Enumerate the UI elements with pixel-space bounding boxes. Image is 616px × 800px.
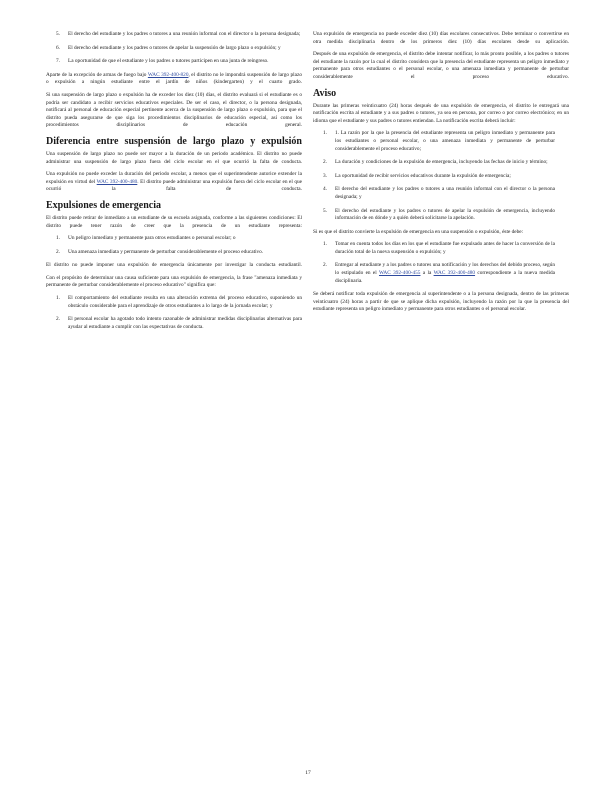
- list-item: 1. El comportamiento del estudiante resulta en una alteración extrema del proceso educativo, suponiendo un obstáculo considerable para el aprendizaje de otros estudiantes a lo largo de la jornada escolar; y: [56, 295, 302, 309]
- list-item: 5. El derecho del estudiante y los padres o tutores a una reunión informal con el director o la persona designada;: [56, 31, 301, 37]
- list-item: 2. Entregar al estudiante y a los padres o tutores una notificación y los derechos del debido proceso, según lo estipulado en el WAC 392-400-455 a la WAC 392-400-480 correspondiente a la nueva medida disciplinaria.: [323, 262, 555, 284]
- list-item: 1. Un peligro inmediato y permanente para otros estudiantes o personal escolar; o: [56, 235, 236, 242]
- paragraph-firearm-exception: Aparte de la excepción de armas de fuego bajo WAC 392-400-820, el distrito no le impondrá suspensión de largo plazo o expulsión a ningún estudiante entre el jardín de niños (kindergarten) y el cuarto grado.: [46, 71, 302, 86]
- list-item: 2. Una amenaza inmediata y permanente de perturbar considerablemente el proceso educativo.: [56, 248, 264, 255]
- paragraph-long-term-suspension: Una suspensión de largo plazo no puede ser mayor a la duración de un periodo académico. El distrito no puede administrar una suspensión de largo plazo fuera del ciclo escolar en el que ocurrió la falta de conducta.: [46, 150, 302, 165]
- list-item: 1. 1. La razón por la que la presencia del estudiante representa un peligro inmediato y permanente para los estudiantes o personal escolar, o una amenaza inmediata y permanente de perturbar considerablemente el proceso educativo;: [323, 130, 555, 152]
- section-heading-emergency-expulsions: Expulsiones de emergencia: [46, 199, 161, 211]
- paragraph-superintendent-notification: Se deberá notificar toda expulsión de emergencia al superintendente o a la persona designada, dentro de las primeras veinticuatro (24) horas a partir de que se aplique dicha expulsión, incluyendo la razón por la que la presencia del estudiante representa un peligro inmediato y permanente para otros estudiantes o el personal escolar.: [313, 291, 569, 313]
- list-item: 3. La oportunidad de recibir servicios educativos durante la expulsión de emergencia;: [323, 172, 511, 179]
- wac-link[interactable]: WAC 392-400-480: [96, 178, 138, 185]
- section-heading-notice: Aviso: [313, 87, 337, 99]
- danger-list: [46, 235, 302, 256]
- right-column: [313, 31, 569, 319]
- list-item: 6. El derecho del estudiante y los padres o tutores de apelar la suspensión de largo plazo o expulsión; y: [56, 44, 281, 51]
- paragraph-conversion: Si es que el distrito convierte la expulsión de emergencia en una suspensión o expulsión, éste debe:: [313, 228, 524, 235]
- wac-link[interactable]: WAC 392-400-820: [147, 71, 189, 78]
- paragraph-special-education: Si una suspensión de largo plazo o expulsión ha de exceder los diez (10) días, el distrito evaluará si el estudiante es o podría ser candidato a recibir servicios educativos especiales. De ser el caso, el director, o la persona designada, notificará al personal de educación especial pertinente acerca de la suspensión de largo plazo o expulsión, para que el distrito pueda asegurarse de que siga los procedimientos disciplinarios de educación especial, así como los procedimientos disciplinarios de educación general.: [46, 91, 302, 129]
- section-heading-difference: Diferencia entre suspensión de largo plazo y expulsión: [46, 135, 302, 147]
- paragraph-no-investigation: El distrito no puede imponer una expulsión de emergencia únicamente por investigar la conducta estudiantil.: [46, 262, 302, 269]
- paragraph-expulsion-duration: Una expulsión no puede exceder la duración del periodo escolar, a menos que el superintendente autorice extender la expulsión en virtud del WAC 392-400-480. El distrito puede administrar una expulsión fuera del ciclo escolar en el que ocurrió la falta de conducta.: [46, 171, 302, 193]
- paragraph-parent-notification: Después de una expulsión de emergencia, el distrito debe intentar notificar, lo más pronto posible, a los padres o tutores del estudiante la razón por la cual el distrito considera que la presencia del estudiante representa un peligro inmediato y permanente para otros estudiantes o el personal escolar, o una amenaza inmediata y permanente de perturbar considerablemente el proceso educativo.: [313, 51, 569, 80]
- list-item: 4. El derecho del estudiante y los padres o tutores a una reunión informal con el director o la persona designada; y: [323, 186, 555, 200]
- list-item: 2. La duración y condiciones de la expulsión de emergencia, incluyendo las fechas de inicio y término;: [323, 159, 548, 166]
- disruption-list: [46, 295, 302, 331]
- left-column: [46, 31, 302, 337]
- conversion-list: [313, 241, 569, 285]
- paragraph-written-notice: Durante las primeras veinticuatro (24) horas después de una expulsión de emergencia, el distrito le entregará una notificación escrita al estudiante y a sus padres o tutores, ya sea en persona, por correo o por correo electrónico; en un idioma que el estudiante y sus padres o tutores entiendan. La notificación escrita deberá incluir:: [313, 102, 569, 124]
- rights-list-continued: [46, 31, 302, 66]
- paragraph-emergency-conditions: El distrito puede retirar de inmediato a un estudiante de su escuela asignada, conforme a las siguientes condiciones: El distrito puede tener razón de creer que la presencia de un estudiante representa:: [46, 214, 302, 229]
- wac-link[interactable]: WAC 392-400-480: [433, 270, 476, 277]
- list-item: 1. Tomar en cuenta todos los días en los que el estudiante fue expulsado antes de hacer la conversión de la duración total de la nueva suspensión o expulsión; y: [323, 241, 555, 255]
- page-number: 17: [305, 770, 311, 776]
- wac-link[interactable]: WAC 392-400-455: [378, 270, 421, 277]
- paragraph-emergency-duration: Una expulsión de emergencia no puede exceder diez (10) días escolares consecutivos. Debe terminar o convertirse en otra medida disciplinaria dentro de los primeros diez (10) días escolares desde su aplicación.: [313, 31, 569, 45]
- list-item: 2. El personal escolar ha agotado todo intento razonable de administrar medidas disciplinarias alternativas para ayudar al estudiante a cumplir con las expectativas de conducta.: [56, 316, 302, 330]
- list-item: 5. El derecho del estudiante y los padres o tutores de apelar la expulsión de emergencia, incluyendo información de en dónde y a quién deberá solicitarse la apelación.: [323, 207, 555, 222]
- list-item: 7. La oportunidad de que el estudiante y los padres o tutores participen en una junta de reingreso.: [56, 58, 269, 65]
- paragraph-sufficient-cause: Con el propósito de determinar una causa suficiente para una expulsión de emergencia, la frase "amenaza inmediata y permanente de perturbar considerablemente el proceso educativo" significa que:: [46, 274, 302, 289]
- notice-contents-list: [313, 130, 569, 222]
